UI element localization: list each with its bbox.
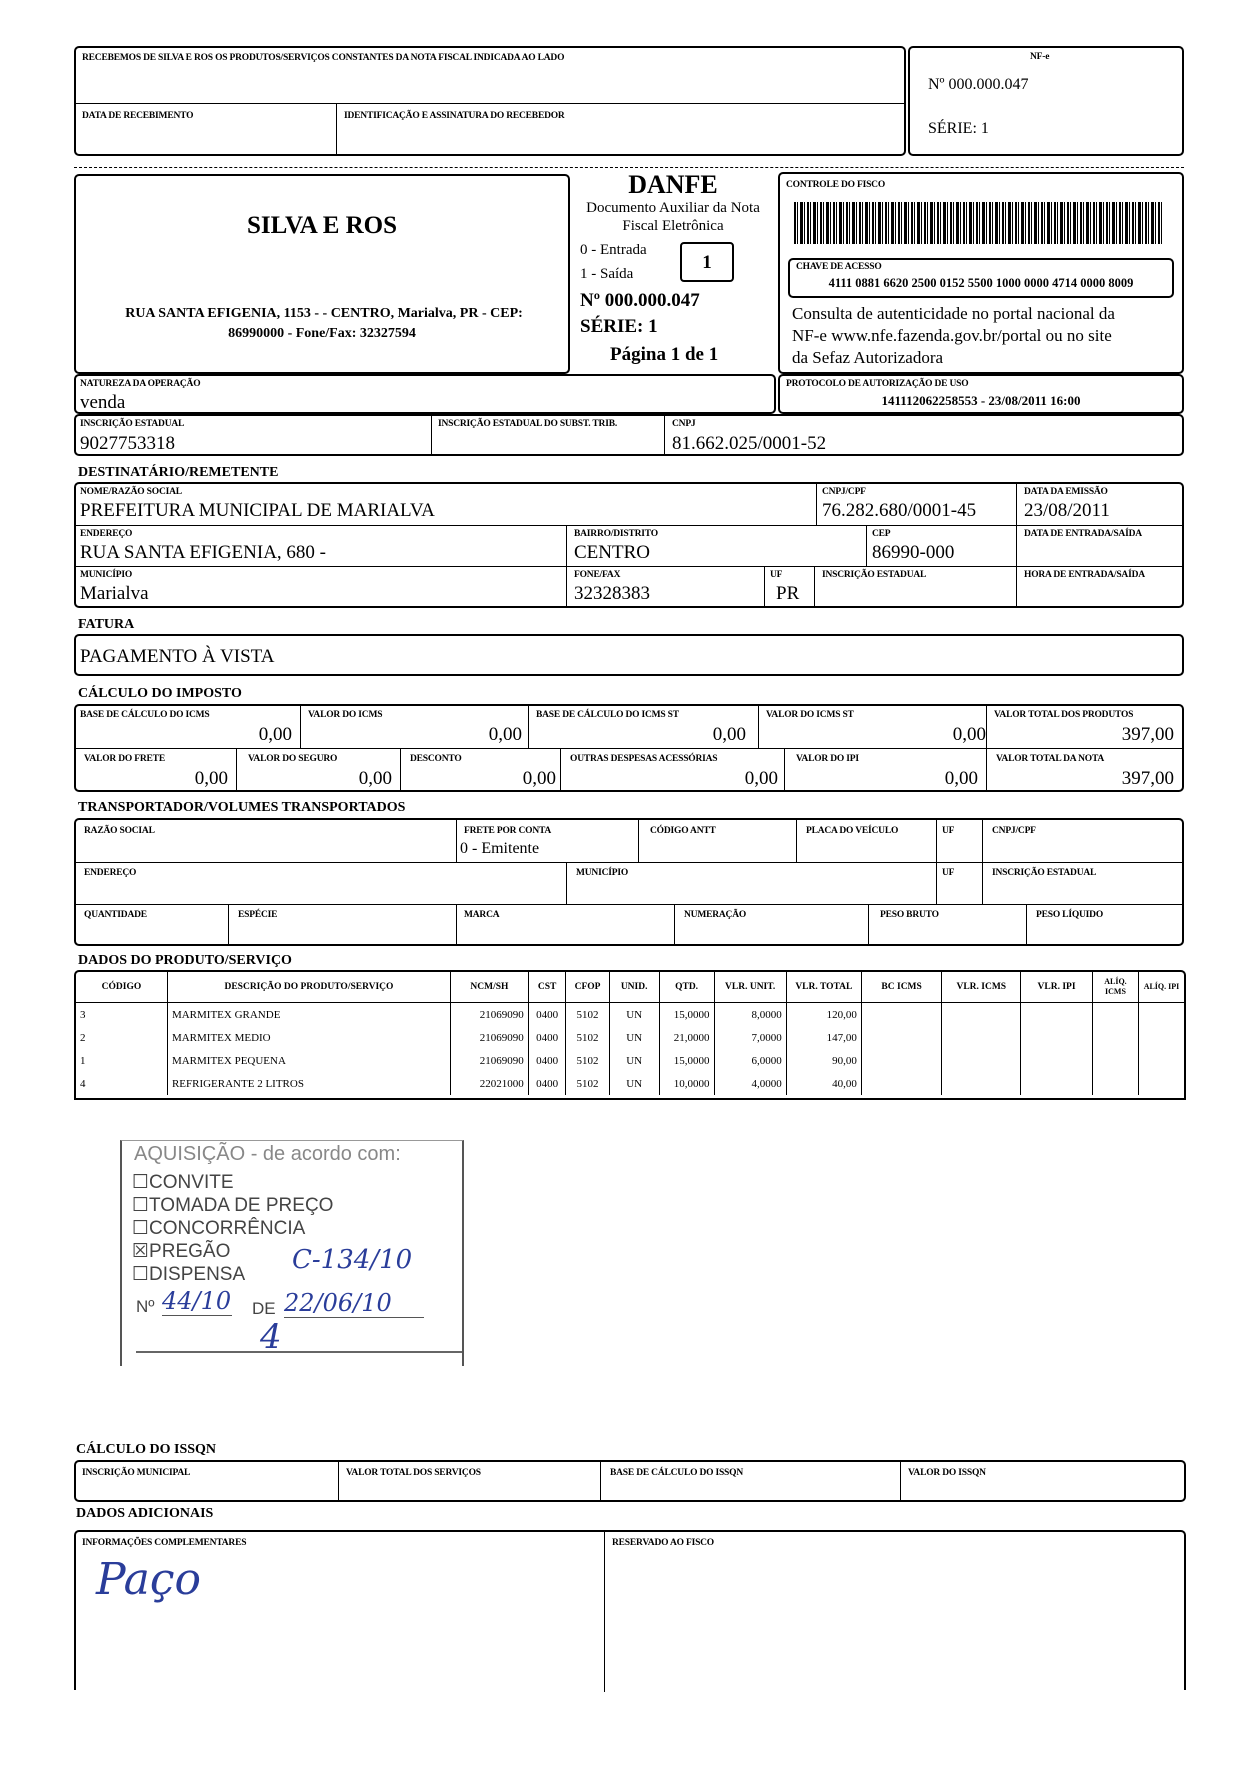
stub-nfe-series: SÉRIE: 1 xyxy=(928,120,989,137)
products-header-cell: VLR. UNIT. xyxy=(714,972,786,1003)
table-cell: 90,00 xyxy=(786,1049,861,1072)
table-cell xyxy=(861,1026,942,1049)
issuer-box xyxy=(74,174,570,374)
table-cell: 4,0000 xyxy=(714,1072,786,1095)
discount-label: DESCONTO xyxy=(410,754,462,764)
products-header-cell: NCM/SH xyxy=(450,972,528,1003)
table-cell: 21069090 xyxy=(450,1049,528,1072)
vehicle-plate-label: PLACA DO VEÍCULO xyxy=(806,826,899,836)
state-registration-label: INSCRIÇÃO ESTADUAL xyxy=(80,419,185,429)
tax-control-box xyxy=(778,172,1184,374)
table-cell: UN xyxy=(609,1049,659,1072)
numbering-label: NUMERAÇÃO xyxy=(684,910,747,920)
products-section-title: DADOS DO PRODUTO/SERVIÇO xyxy=(78,953,292,968)
entry-exit-date-label: DATA DE ENTRADA/SAÍDA xyxy=(1024,529,1142,539)
products-header-cell: DESCRIÇÃO DO PRODUTO/SERVIÇO xyxy=(167,972,450,1003)
district: CENTRO xyxy=(574,542,650,563)
gross-weight-label: PESO BRUTO xyxy=(880,910,939,920)
stamp-dispensa-text: DISPENSA xyxy=(149,1264,246,1285)
issuer-address-line1: RUA SANTA EFIGENIA, 1153 - - CENTRO, Marialva, PR - CEP: xyxy=(125,306,523,321)
freight-payer-label: FRETE POR CONTA xyxy=(464,826,552,836)
access-key-label: CHAVE DE ACESSO xyxy=(796,262,882,272)
table-cell: 22021000 xyxy=(450,1072,528,1095)
table-cell: 21069090 xyxy=(450,1003,528,1027)
products-header-cell: CÓDIGO xyxy=(76,972,167,1003)
danfe-series: SÉRIE: 1 xyxy=(580,316,658,337)
antt-code-label: CÓDIGO ANTT xyxy=(650,826,716,836)
ipi-value-label: VALOR DO IPI xyxy=(796,754,859,764)
issqn-box xyxy=(74,1460,1186,1502)
stamp-tomada: ☐TOMADA DE PREÇO xyxy=(132,1195,334,1216)
other-expenses-label: OUTRAS DESPESAS ACESSÓRIAS xyxy=(570,754,718,764)
table-cell: 1 xyxy=(80,1054,86,1067)
tax-reserved-label: RESERVADO AO FISCO xyxy=(612,1538,714,1548)
stamp-title: AQUISIÇÃO - de acordo com: xyxy=(134,1143,401,1165)
carrier-uf-label: UF xyxy=(942,826,955,836)
state-registration: 9027753318 xyxy=(80,433,175,454)
authenticity-line2: NF-e www.nfe.fazenda.gov.br/portal ou no site xyxy=(792,326,1112,345)
recipient-name: PREFEITURA MUNICIPAL DE MARIALVA xyxy=(80,500,435,521)
carrier-uf2-label: UF xyxy=(942,868,955,878)
table-cell: 0400 xyxy=(528,1003,566,1027)
table-cell: UN xyxy=(609,1003,659,1027)
authorization-protocol-label: PROTOCOLO DE AUTORIZAÇÃO DE USO xyxy=(786,379,969,389)
table-row xyxy=(76,1049,1184,1072)
table-cell xyxy=(1021,1003,1093,1027)
table-cell: REFRIGERANTE 2 LITROS xyxy=(167,1072,450,1095)
table-cell xyxy=(1138,1026,1184,1049)
cut-line xyxy=(74,167,1184,168)
invoice-total-label: VALOR TOTAL DA NOTA xyxy=(996,754,1105,764)
operation-nature: venda xyxy=(80,392,126,413)
freight-payer: 0 - Emitente xyxy=(460,840,540,857)
table-cell: 0400 xyxy=(528,1026,566,1049)
recipient-cnpj: 76.282.680/0001-45 xyxy=(822,500,977,521)
table-cell: 5102 xyxy=(566,1003,609,1027)
stamp-pregao: ☒PREGÃO xyxy=(132,1241,231,1262)
authorization-protocol-box xyxy=(778,374,1184,414)
municipal-registration-label: INSCRIÇÃO MUNICIPAL xyxy=(82,1468,191,1478)
table-cell: MARMITEX MEDIO xyxy=(167,1026,450,1049)
products-header-cell: BC ICMS xyxy=(861,972,942,1003)
products-header-cell: VLR. TOTAL xyxy=(786,972,861,1003)
additional-section-title: DADOS ADICIONAIS xyxy=(76,1506,214,1521)
recipient-name-label: NOME/RAZÃO SOCIAL xyxy=(80,487,182,497)
stub-nfe-label: NF-e xyxy=(1030,52,1050,62)
danfe-block xyxy=(570,170,776,374)
entry-exit-time-label: HORA DE ENTRADA/SAÍDA xyxy=(1024,570,1145,580)
carrier-address-label: ENDEREÇO xyxy=(84,868,137,878)
recipient-address-label: ENDEREÇO xyxy=(80,529,133,539)
cep-label: CEP xyxy=(872,529,891,539)
products-total-label: VALOR TOTAL DOS PRODUTOS xyxy=(994,710,1134,720)
table-cell: 5102 xyxy=(566,1072,609,1095)
recipient-address: RUA SANTA EFIGENIA, 680 - xyxy=(80,542,327,563)
phone: 32328383 xyxy=(574,583,650,604)
table-cell: 2 xyxy=(80,1031,86,1044)
district-label: BAIRRO/DISTRITO xyxy=(574,529,658,539)
table-row xyxy=(76,1072,1184,1095)
authorization-protocol: 141112062258553 - 23/08/2011 16:00 xyxy=(881,393,1081,408)
issqn-base-label: BASE DE CÁLCULO DO ISSQN xyxy=(610,1468,743,1478)
table-cell xyxy=(861,1072,942,1095)
carrier-cnpj-label: CNPJ/CPF xyxy=(992,826,1036,836)
icms-st-value: 0,00 xyxy=(952,724,986,745)
operation-nature-box xyxy=(74,374,776,414)
carrier-municipality-label: MUNICÍPIO xyxy=(576,868,629,878)
icms-base-label: BASE DE CÁLCULO DO ICMS xyxy=(80,710,210,720)
products-header-cell: UNID. xyxy=(609,972,659,1003)
danfe-page: Página 1 de 1 xyxy=(610,344,719,365)
stamp-date: 22/06/10 xyxy=(284,1289,424,1318)
danfe-subtitle-1: Documento Auxiliar da Nota xyxy=(586,200,760,216)
products-table xyxy=(76,972,1184,1095)
icms-st-base: 0,00 xyxy=(712,724,746,745)
products-total: 397,00 xyxy=(1121,724,1174,745)
issuer-registration-row xyxy=(74,414,1184,456)
carrier-state-registration-label: INSCRIÇÃO ESTADUAL xyxy=(992,868,1097,878)
products-header-cell: VLR. IPI xyxy=(1021,972,1093,1003)
invoice-text: PAGAMENTO À VISTA xyxy=(80,646,275,667)
receipt-stub xyxy=(74,46,906,156)
additional-box xyxy=(74,1530,1186,1690)
products-header-cell: CST xyxy=(528,972,566,1003)
table-cell: UN xyxy=(609,1026,659,1049)
stamp-initial: 4 xyxy=(260,1317,282,1357)
table-cell: 6,0000 xyxy=(714,1049,786,1072)
table-cell: 5102 xyxy=(566,1049,609,1072)
procurement-stamp xyxy=(120,1140,464,1366)
stub-nfe-number-box xyxy=(908,46,1184,156)
table-cell xyxy=(942,1026,1021,1049)
issqn-section-title: CÁLCULO DO ISSQN xyxy=(76,1442,217,1457)
products-header-cell: CFOP xyxy=(566,972,609,1003)
discount: 0,00 xyxy=(522,768,556,789)
insurance-label: VALOR DO SEGURO xyxy=(248,754,338,764)
net-weight-label: PESO LÍQUIDO xyxy=(1036,910,1104,920)
issuer-cnpj-label: CNPJ xyxy=(672,419,696,429)
operation-type-box: 1 xyxy=(680,242,734,282)
stamp-number: 44/10 xyxy=(162,1287,232,1315)
icms-value-label: VALOR DO ICMS xyxy=(308,710,383,720)
table-cell: 4 xyxy=(80,1077,86,1090)
issuer-cnpj: 81.662.025/0001-52 xyxy=(672,433,827,454)
table-cell xyxy=(1138,1072,1184,1095)
tax-section-title: CÁLCULO DO IMPOSTO xyxy=(78,686,242,701)
table-cell xyxy=(861,1003,942,1027)
table-cell xyxy=(861,1049,942,1072)
table-cell: 15,0000 xyxy=(659,1049,714,1072)
table-cell xyxy=(1021,1026,1093,1049)
table-cell: 21,0000 xyxy=(659,1026,714,1049)
services-total-label: VALOR TOTAL DOS SERVIÇOS xyxy=(346,1468,481,1478)
access-key: 4111 0881 6620 2500 0152 5500 1000 0000 4714 0000 8009 xyxy=(828,276,1134,290)
table-cell: 7,0000 xyxy=(714,1026,786,1049)
other-expenses: 0,00 xyxy=(744,768,778,789)
stamp-convite-text: CONVITE xyxy=(149,1172,234,1193)
access-key-box xyxy=(788,258,1174,298)
barcode xyxy=(794,202,1164,244)
table-cell: 120,00 xyxy=(786,1003,861,1027)
stamp-bottom-rule xyxy=(136,1351,462,1353)
carrier-section-title: TRANSPORTADOR/VOLUMES TRANSPORTADOS xyxy=(78,800,406,815)
icms-st-base-label: BASE DE CÁLCULO DO ICMS ST xyxy=(536,710,679,720)
stamp-convite: ☐CONVITE xyxy=(132,1172,234,1193)
table-row xyxy=(76,1026,1184,1049)
invoice-total: 397,00 xyxy=(1121,768,1174,789)
stamp-pregao-text: PREGÃO xyxy=(149,1241,231,1262)
invoice-box xyxy=(74,634,1184,676)
quantity-label: QUANTIDADE xyxy=(84,910,147,920)
table-cell xyxy=(942,1003,1021,1027)
issue-date-label: DATA DA EMISSÃO xyxy=(1024,487,1108,497)
tax-control-label: CONTROLE DO FISCO xyxy=(786,180,886,190)
table-cell: 5102 xyxy=(566,1026,609,1049)
uf: PR xyxy=(776,583,800,604)
exit-option: 1 - Saída xyxy=(580,266,634,282)
stamp-dispensa: ☐DISPENSA xyxy=(132,1264,246,1285)
danfe-number: Nº 000.000.047 xyxy=(580,290,700,311)
tax-calc-box xyxy=(74,704,1184,792)
icms-base: 0,00 xyxy=(258,724,292,745)
table-cell: UN xyxy=(609,1072,659,1095)
cep: 86990-000 xyxy=(872,542,955,563)
recipient-state-registration-label: INSCRIÇÃO ESTADUAL xyxy=(822,570,927,580)
table-cell xyxy=(942,1072,1021,1095)
stamp-annotation: C-134/10 xyxy=(292,1245,413,1275)
table-cell xyxy=(1092,1003,1138,1027)
issuer-name: SILVA E ROS xyxy=(246,212,398,239)
ipi-value: 0,00 xyxy=(944,768,978,789)
table-cell: 21069090 xyxy=(450,1026,528,1049)
danfe-subtitle-2: Fiscal Eletrônica xyxy=(622,218,724,234)
table-cell: 0400 xyxy=(528,1049,566,1072)
municipality: Marialva xyxy=(80,583,149,604)
authenticity-line1: Consulta de autenticidade no portal nacional da xyxy=(792,304,1115,323)
insurance: 0,00 xyxy=(358,768,392,789)
stub-nfe-number: Nº 000.000.047 xyxy=(928,76,1029,93)
table-cell xyxy=(1092,1026,1138,1049)
products-header-cell: ALÍQ. IPI xyxy=(1138,972,1184,1003)
entry-option: 0 - Entrada xyxy=(580,242,647,258)
table-cell xyxy=(1092,1049,1138,1072)
table-cell: 147,00 xyxy=(786,1026,861,1049)
table-cell xyxy=(942,1049,1021,1072)
freight: 0,00 xyxy=(194,768,228,789)
icms-value: 0,00 xyxy=(488,724,522,745)
carrier-box xyxy=(74,818,1184,946)
table-cell: 10,0000 xyxy=(659,1072,714,1095)
receipt-statement: RECEBEMOS DE SILVA E ROS OS PRODUTOS/SERVIÇOS CONSTANTES DA NOTA FISCAL INDICADA AO LADO xyxy=(82,53,565,63)
recipient-section-title: DESTINATÁRIO/REMETENTE xyxy=(78,465,279,480)
recipient-cnpj-label: CNPJ/CPF xyxy=(822,487,866,497)
complementary-info-handwriting: Paço xyxy=(96,1554,201,1605)
recipient-box xyxy=(74,482,1184,608)
complementary-info-label: INFORMAÇÕES COMPLEMENTARES xyxy=(82,1538,247,1548)
issqn-value-label: VALOR DO ISSQN xyxy=(908,1468,986,1478)
stamp-concorrencia: ☐CONCORRÊNCIA xyxy=(132,1218,306,1239)
stamp-concorrencia-text: CONCORRÊNCIA xyxy=(149,1218,306,1239)
freight-label: VALOR DO FRETE xyxy=(84,754,165,764)
stamp-tomada-text: TOMADA DE PREÇO xyxy=(149,1195,334,1216)
table-cell: 3 xyxy=(80,1008,86,1021)
products-header-cell: QTD. xyxy=(659,972,714,1003)
table-cell: 40,00 xyxy=(786,1072,861,1095)
table-cell xyxy=(1092,1072,1138,1095)
products-header-cell: ALÍQ. ICMS xyxy=(1092,972,1138,1003)
products-header-row xyxy=(76,972,1184,1003)
species-label: ESPÉCIE xyxy=(238,910,278,920)
table-cell: MARMITEX GRANDE xyxy=(167,1003,450,1027)
brand-label: MARCA xyxy=(464,910,500,920)
table-row xyxy=(76,1003,1184,1027)
receipt-date-label: DATA DE RECEBIMENTO xyxy=(82,111,194,121)
stamp-de: DE xyxy=(252,1299,276,1318)
table-cell xyxy=(1138,1003,1184,1027)
issue-date: 23/08/2011 xyxy=(1024,500,1110,521)
authenticity-line3: da Sefaz Autorizadora xyxy=(792,348,944,367)
st-registration-label: INSCRIÇÃO ESTADUAL DO SUBST. TRIB. xyxy=(438,419,618,429)
table-cell: 8,0000 xyxy=(714,1003,786,1027)
operation-nature-label: NATUREZA DA OPERAÇÃO xyxy=(80,379,201,389)
table-cell xyxy=(1021,1072,1093,1095)
carrier-name-label: RAZÃO SOCIAL xyxy=(84,826,155,836)
danfe-title: DANFE xyxy=(628,170,718,199)
uf-label: UF xyxy=(770,570,783,580)
table-cell xyxy=(1138,1049,1184,1072)
table-cell: 15,0000 xyxy=(659,1003,714,1027)
phone-label: FONE/FAX xyxy=(574,570,621,580)
municipality-label: MUNICÍPIO xyxy=(80,570,133,580)
table-cell: MARMITEX PEQUENA xyxy=(167,1049,450,1072)
icms-st-value-label: VALOR DO ICMS ST xyxy=(766,710,854,720)
invoice-section-title: FATURA xyxy=(78,617,135,632)
issuer-address-line2: 86990000 - Fone/Fax: 32327594 xyxy=(228,326,416,341)
stamp-number-prefix: Nº xyxy=(136,1297,155,1316)
table-cell xyxy=(1021,1049,1093,1072)
table-cell: 0400 xyxy=(528,1072,566,1095)
products-header-cell: VLR. ICMS xyxy=(942,972,1021,1003)
receiver-signature-label: IDENTIFICAÇÃO E ASSINATURA DO RECEBEDOR xyxy=(344,111,565,121)
